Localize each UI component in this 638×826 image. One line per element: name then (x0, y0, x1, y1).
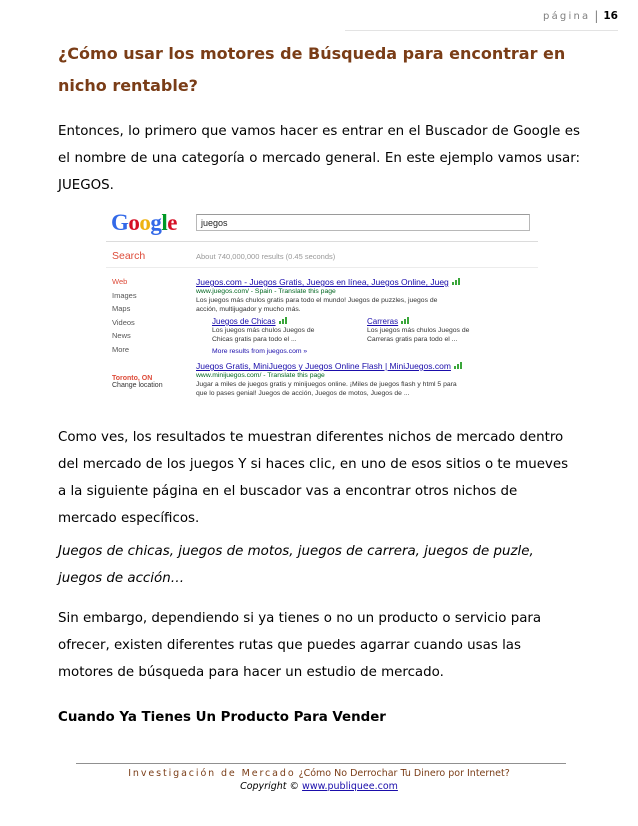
footer-divider (76, 763, 566, 764)
google-location (112, 375, 163, 389)
google-nav (112, 277, 137, 358)
google-nav-maps[interactable]: Maps (112, 304, 131, 313)
footer-copyright (0, 781, 638, 792)
google-divider (106, 241, 538, 242)
signal-bars-icon (279, 317, 287, 324)
sitelink-snippet: Carreras gratis para todo el ... (367, 336, 458, 343)
page-number: 16 (603, 10, 618, 22)
result-title-link[interactable]: Juegos.com - Juegos Gratis, Juegos en línea, Juegos Online, Jueg (196, 277, 449, 287)
google-logo-letter: e (167, 210, 177, 235)
google-logo-letter: o (139, 210, 151, 235)
google-nav-news[interactable]: News (112, 331, 131, 340)
google-search-input[interactable]: juegos (196, 214, 530, 231)
search-result (196, 362, 536, 398)
subsection-heading: Cuando Ya Tienes Un Producto Para Vender (58, 710, 386, 725)
google-logo-letter: g (150, 210, 162, 235)
page-header (543, 9, 618, 23)
section-title: ¿Cómo usar los motores de Búsqueda para encontrar en nicho rentable? (58, 44, 566, 95)
more-results (212, 346, 307, 356)
sitelink (367, 317, 517, 344)
result-snippet: Los juegos más chulos gratis para todo el mundo! Juegos de puzzles, juegos de (196, 297, 438, 304)
more-results-link[interactable]: More results from juegos.com » (212, 348, 308, 355)
sitelink-snippet: Los juegos más chulos Juegos de (212, 327, 315, 334)
google-results-screenshot (106, 205, 538, 397)
result-snippet: Jugar a miles de juegos gratis y minijuegos online. ¡Miles de juegos flash y html 5 para (196, 381, 457, 388)
result-snippet: acción, multijugador y mucho más. (196, 306, 301, 313)
google-divider-2 (106, 267, 538, 268)
sitelink-title-link[interactable]: Juegos de Chicas (212, 317, 276, 326)
result-url[interactable]: www.minijuegos.com/ - Translate this page (196, 372, 325, 379)
sitelink-snippet: Chicas gratis para todo el ... (212, 336, 297, 343)
page-separator: | (594, 9, 599, 23)
google-nav-web[interactable]: Web (112, 277, 128, 286)
footer-title (0, 768, 638, 779)
footer-question: ¿Cómo No Derrochar Tu Dinero por Internet? (298, 768, 510, 779)
sitelink-title-link[interactable]: Carreras (367, 317, 399, 326)
signal-bars-icon (401, 317, 409, 324)
page-label: página (543, 10, 591, 22)
google-nav-more[interactable]: More (112, 344, 130, 354)
change-location-link[interactable]: Change location (112, 382, 163, 389)
signal-bars-icon (454, 362, 462, 369)
footer-research: Investigación de Mercado (128, 768, 296, 779)
paragraph-intro: Entonces, lo primero que vamos hacer es entrar en el Buscador de Google es el nombre de una categoría o mercado general. En este ejemplo vamos usar: JUEGOS. (58, 124, 580, 193)
header-divider (345, 30, 618, 31)
google-logo-letter: o (128, 210, 140, 235)
paragraph-results: Como ves, los resultados te muestran diferentes nichos de mercado dentro del mercado de los juegos Y si haces clic, en uno de esos sitios o te mueves a la siguiente página en el buscador vas a encontrar otros nichos de mercado específicos. (58, 430, 569, 526)
google-logo-letter: G (111, 210, 129, 235)
signal-bars-icon (452, 278, 460, 285)
result-title-link[interactable]: Juegos Gratis, MiniJuegos y Juegos Online Flash | MiniJuegos.com (196, 361, 451, 371)
google-logo (111, 210, 177, 236)
google-logo-letter: l (161, 210, 168, 235)
result-url[interactable]: www.juegos.com/ - Spain - Translate this page (196, 288, 336, 295)
location-city: Toronto, ON (112, 375, 153, 382)
google-result-stats: About 740,000,000 results (0.45 seconds) (196, 252, 336, 261)
google-nav-images[interactable]: Images (112, 290, 137, 300)
footer-website-link[interactable]: www.publiquee.com (302, 781, 398, 792)
result-snippet: que lo pases genial! Juegos de acción, Juegos de motos, Juegos de ... (196, 390, 410, 397)
paragraph-routes: Sin embargo, dependiendo si ya tienes o no un producto o servicio para ofrecer, existen diferentes rutas que puedes agarrar cuando usas las motores de búsqueda para hacer un estudio de mercado. (58, 611, 542, 680)
sitelink (212, 317, 352, 344)
paragraph-niches: Juegos de chicas, juegos de motos, juegos de carrera, juegos de puzle, juegos de acción… (58, 544, 534, 586)
search-result (196, 278, 536, 314)
sitelink-snippet: Los juegos más chulos Juegos de (367, 327, 470, 334)
google-nav-videos[interactable]: Videos (112, 317, 135, 327)
google-search-label: Search (112, 250, 146, 262)
copyright-text: Copyright © (240, 781, 300, 792)
